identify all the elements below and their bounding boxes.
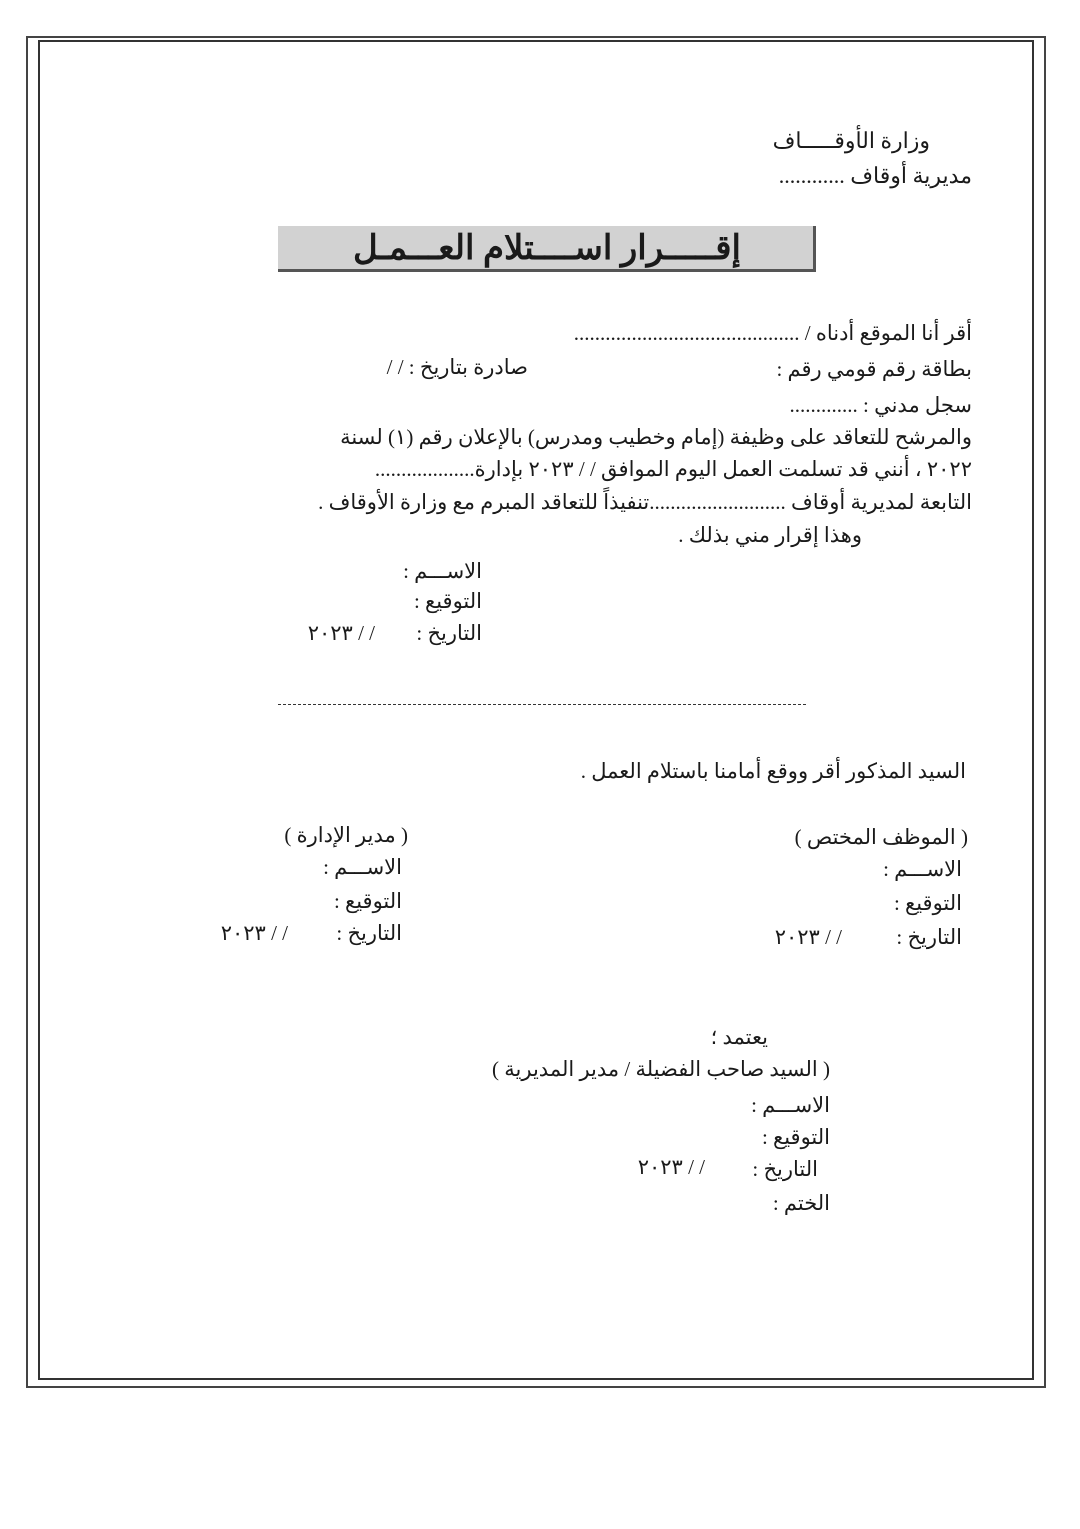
declaration-line-4: والمرشح للتعاقد على وظيفة (إمام وخطيب ومدرس) بالإعلان رقم (١) لسنة (340, 425, 972, 449)
declaration-line-5: ٢٠٢٢ ، أنني قد تسلمت العمل اليوم الموافق / / ٢٠٢٣ بإدارة................... (374, 457, 972, 481)
declarant-date-label: التاريخ : (416, 621, 482, 645)
declaration-line-1: أقر أنا الموقع أدناه / ........................................... (573, 321, 972, 345)
manager-title: ( مدير الإدارة ) (284, 823, 408, 847)
ministry-name: وزارة الأوقـــــاف (772, 128, 930, 153)
declarant-date-value: / / ٢٠٢٣ (307, 621, 375, 645)
directorate-name: مديرية أوقاف ............ (778, 163, 972, 188)
declaration-line-6: التابعة لمديرية أوقاف ..........................تنفيذاً للتعاقد المبرم مع وزارة الأوقاف . (318, 490, 972, 514)
employee-name-label: الاســـم : (883, 857, 962, 881)
document-title: إقـــــرار اســــتلام العـــمـل (353, 230, 741, 267)
manager-signature-label: التوقيع : (333, 889, 402, 913)
issue-date-line: صادرة بتاريخ : / / (386, 355, 528, 379)
employee-date-value: / / ٢٠٢٣ (774, 925, 842, 949)
manager-date-label: التاريخ : (336, 921, 402, 945)
civil-registry-line: سجل مدني : ............. (789, 393, 972, 417)
section-divider (278, 704, 806, 705)
witness-statement: السيد المذكور أقر ووقع أمامنا باستلام العمل . (580, 759, 966, 783)
employee-signature-label: التوقيع : (893, 891, 962, 915)
approval-date-label: التاريخ : (752, 1157, 818, 1181)
approval-stamp-label: الختم : (772, 1191, 830, 1215)
manager-name-label: الاســـم : (323, 855, 402, 879)
id-card-line: بطاقة رقم قومي رقم : (776, 357, 972, 381)
approval-title: ( السيد صاحب الفضيلة / مدير المديرية ) (492, 1057, 830, 1081)
declarant-signature-label: التوقيع : (413, 589, 482, 613)
approval-signature-label: التوقيع : (761, 1125, 830, 1149)
approval-name-label: الاســـم : (751, 1093, 830, 1117)
approval-heading: يعتمد ؛ (710, 1025, 768, 1049)
approval-date-value: / / ٢٠٢٣ (637, 1155, 705, 1179)
manager-date-value: / / ٢٠٢٣ (220, 921, 288, 945)
declarant-name-label: الاســـم : (403, 559, 482, 583)
declaration-closing: وهذا إقرار مني بذلك . (678, 523, 862, 547)
employee-date-label: التاريخ : (896, 925, 962, 949)
employee-title: ( الموظف المختص ) (794, 825, 968, 849)
